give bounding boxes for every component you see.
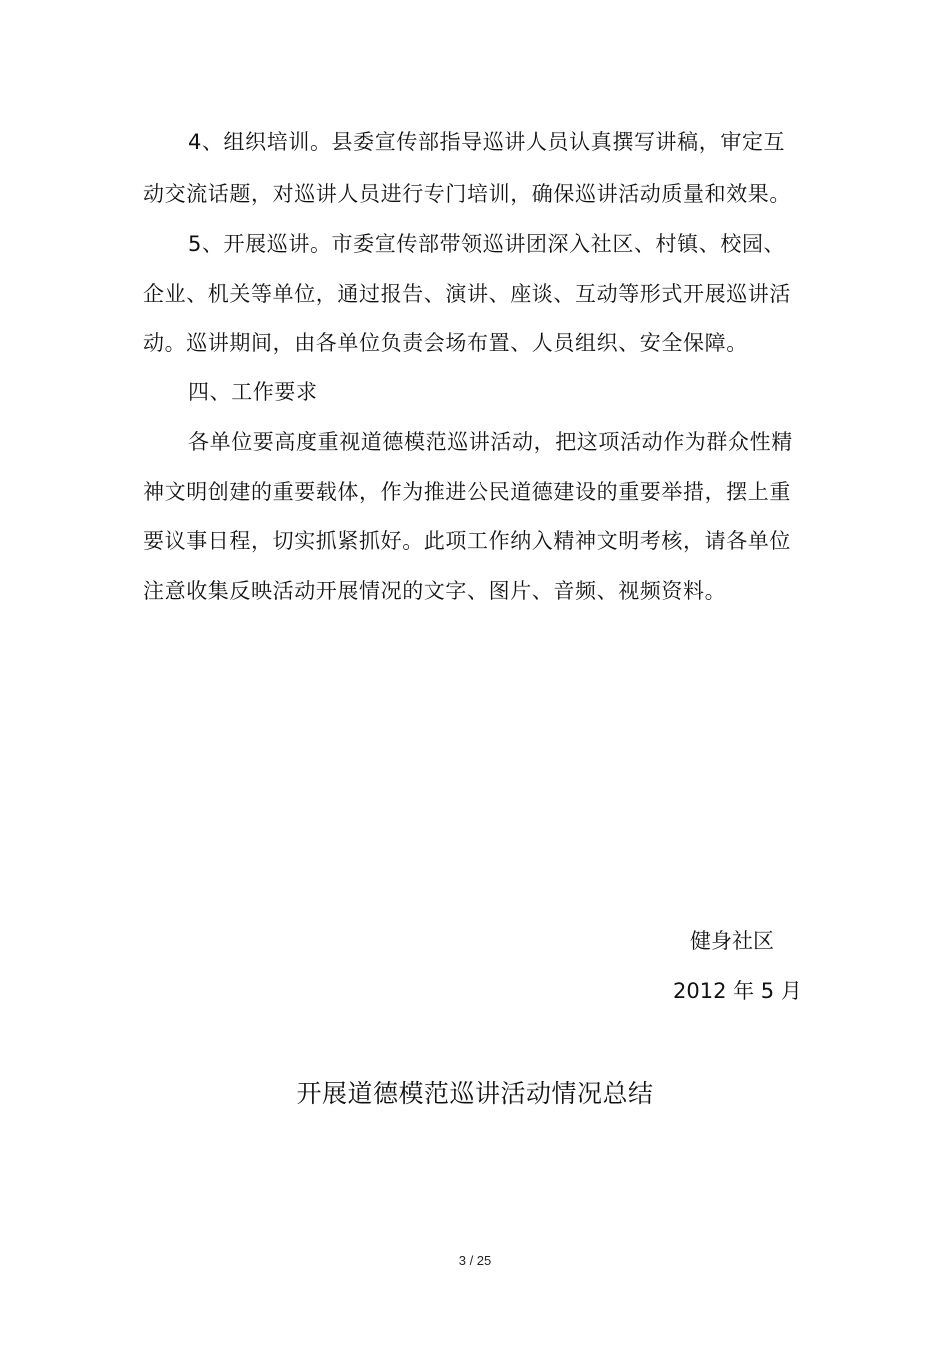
paragraph-line: 5、开展巡讲。市委宣传部带领巡讲团深入社区、村镇、校园、: [188, 232, 786, 256]
section-title: 开展道德模范巡讲活动情况总结: [296, 1079, 654, 1108]
paragraph-line: 动交流话题，对巡讲人员进行专门培训，确保巡讲活动质量和效果。: [143, 182, 791, 206]
paragraph-line: 企业、机关等单位，通过报告、演讲、座谈、互动等形式开展巡讲活: [143, 282, 791, 306]
signature-org: 健身社区: [690, 929, 774, 953]
paragraph-line: 要议事日程，切实抓紧抓好。此项工作纳入精神文明考核，请各单位: [143, 529, 791, 553]
paragraph-line: 神文明创建的重要载体，作为推进公民道德建设的重要举措，摆上重: [143, 480, 791, 504]
paragraph-line: 各单位要高度重视道德模范巡讲活动，把这项活动作为群众性精: [188, 430, 793, 454]
paragraph-line: 注意收集反映活动开展情况的文字、图片、音频、视频资料。: [143, 579, 727, 603]
page-number: 3 / 25: [458, 1253, 492, 1268]
paragraph-line: 动。巡讲期间，由各单位负责会场布置、人员组织、安全保障。: [143, 331, 748, 355]
paragraph-line: 4、组织培训。县委宣传部指导巡讲人员认真撰写讲稿，审定互: [188, 130, 786, 154]
section-heading: 四、工作要求: [188, 380, 318, 404]
signature-date: 2012 年 5 月: [673, 979, 802, 1003]
